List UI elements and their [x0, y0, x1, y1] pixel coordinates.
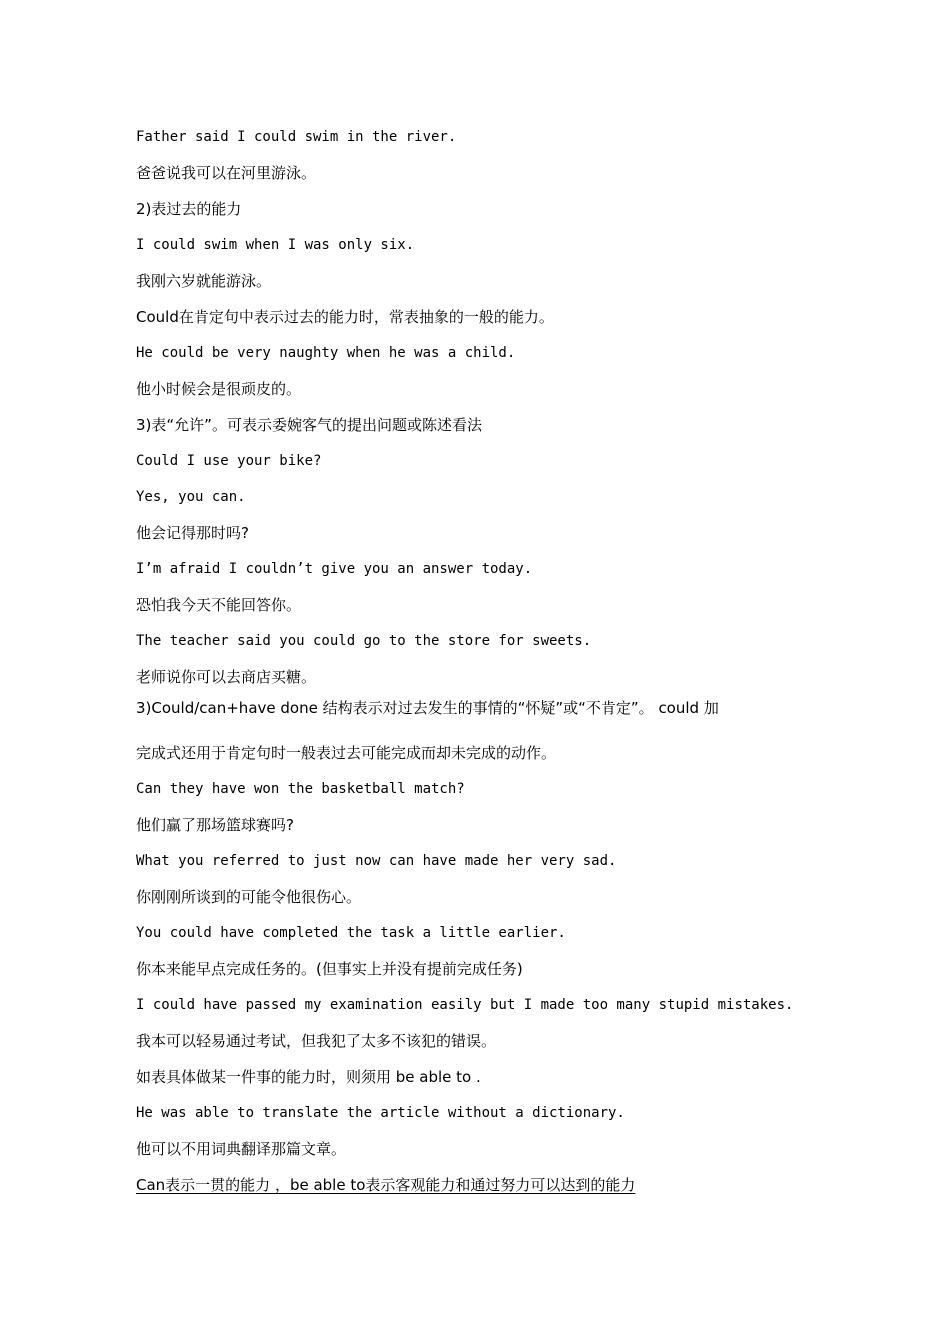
text-line-19: Can they have won the basketball match?: [136, 781, 465, 797]
text-line-5: 我刚六岁就能游泳。: [136, 272, 272, 290]
text-line-2: 爸爸说我可以在河里游泳。: [136, 164, 317, 182]
text-line-14: 恐怕我今天不能回答你。: [136, 596, 302, 614]
text-line-10: Could I use your bike?: [136, 453, 322, 469]
text-line-3: 2)表过去的能力: [136, 200, 242, 218]
text-line-13: I’m afraid I couldn’t give you an answer today.: [136, 561, 533, 577]
text-line-4: I could swim when I was only six.: [136, 237, 415, 253]
text-line-15: The teacher said you could go to the store for sweets.: [136, 633, 592, 649]
text-line-28: He was able to translate the article without a dictionary.: [136, 1105, 625, 1121]
text-line-16: 老师说你可以去商店买糖。: [136, 668, 317, 686]
text-line-21: What you referred to just now can have made her very sad.: [136, 853, 617, 869]
text-line-29: 他可以不用词典翻译那篇文章。: [136, 1140, 347, 1158]
text-line-26: 我本可以轻易通过考试，但我犯了太多不该犯的错误。: [136, 1032, 497, 1050]
text-line-6: Could在肯定句中表示过去的能力时，常表抽象的一般的能力。: [136, 308, 554, 326]
text-line-8: 他小时候会是很顽皮的。: [136, 380, 302, 398]
text-line-12: 他会记得那时吗?: [136, 524, 249, 542]
text-line-25: I could have passed my examination easily but I made too many stupid mistakes.: [136, 997, 794, 1013]
text-line-9: 3)表“允许”。可表示委婉客气的提出问题或陈述看法: [136, 416, 482, 434]
text-line-27: 如表具体做某一件事的能力时，则须用 be able to .: [136, 1068, 481, 1086]
text-line-18: 完成式还用于肯定句时一般表过去可能完成而却未完成的动作。: [136, 744, 557, 762]
text-line-20: 他们赢了那场篮球赛吗?: [136, 816, 294, 834]
text-line-30: Can表示一贯的能力 ，be able to表示客观能力和通过努力可以达到的能力: [136, 1176, 636, 1194]
text-line-7: He could be very naughty when he was a child.: [136, 345, 516, 361]
text-line-17: 3)Could/can+have done 结构表示对过去发生的事情的“怀疑”或“不肯定”。 could 加: [136, 699, 719, 717]
text-line-11: Yes, you can.: [136, 489, 246, 505]
text-line-1: Father said I could swim in the river.: [136, 129, 457, 145]
text-line-23: You could have completed the task a little earlier.: [136, 925, 566, 941]
text-line-22: 你刚刚所谈到的可能令他很伤心。: [136, 888, 362, 906]
text-line-24: 你本来能早点完成任务的。(但事实上并没有提前完成任务): [136, 960, 523, 978]
